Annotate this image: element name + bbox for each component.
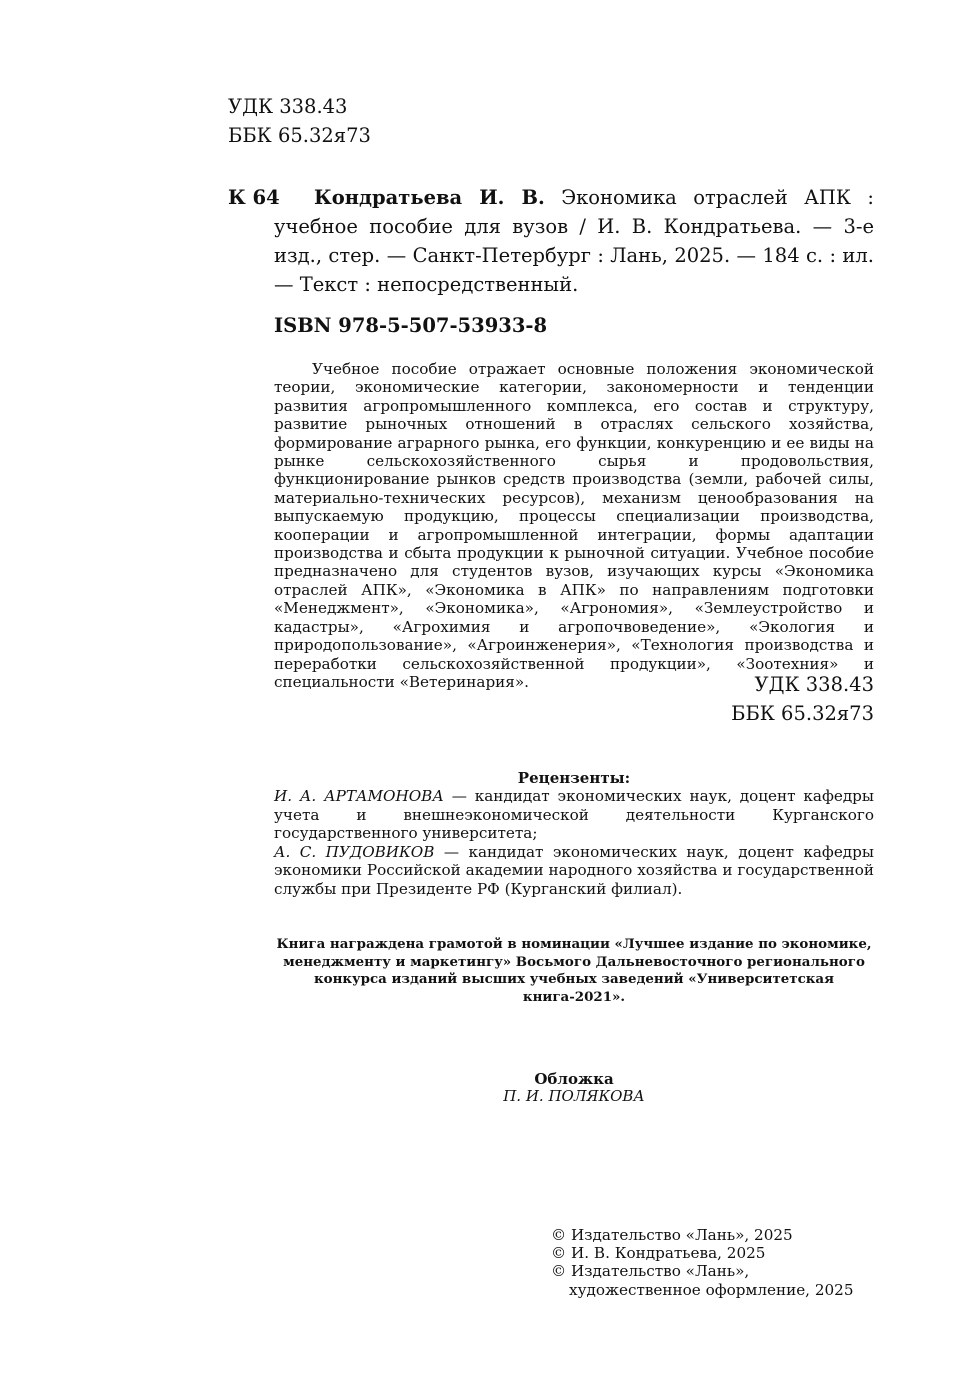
classification-block [731,670,874,728]
copyright-line: © Издательство «Лань», 2025 [551,1226,793,1244]
award-notice [274,936,874,1006]
reviewers-list [274,787,874,898]
copyright-line: художественное оформление, 2025 [569,1280,854,1299]
bibliographic-record [274,183,874,299]
cover-designer: П. И. ПОЛЯКОВА [503,1087,645,1105]
reviewer-item [274,787,874,843]
cover-label: Обложка [534,1070,614,1088]
award-line: менеджменту и маркетингу» Восьмого Дальневосточного регионального [283,953,865,970]
reviewer-description: — кандидат экономических наук, доцент кафедры экономики Российской академии народного хозяйства и государственной службы при Президенте РФ (Курганский филиал). [274,842,874,898]
copyright-line: © И. В. Кондратьева, 2025 [551,1244,766,1263]
reviewers-title: Рецензенты: [517,769,631,787]
copyright-line: © Издательство «Лань», [551,1262,750,1281]
header-udk: УДК 338.43 [228,95,348,118]
award-line: Книга награждена грамотой в номинации «Лучшее издание по экономике, [276,936,872,952]
abstract: Учебное пособие отражает основные положения экономической теории, экономические категории, закономерности и тенденции развития агропромышленного комплекса, его состав и структуру, развитие рыночных отношений в отраслях сельского хозяйства, формирование аграрного рынка, его функции, конкуренцию и ее виды на рынке сельскохозяйственного сырья и продовольствия, функционирование рынков средств производства (земли, рабочей силы, материально-технических ресурсов), механизм ценообразования на выпускаемую продукцию, процессы специализации производства, кооперации и агропромышленной интеграции, формы адаптации производства и сбыта продукции к рыночной ситуации. Учебное пособие предназначено для студентов вузов, изучающих курсы «Экономика отраслей АПК», «Экономика в АПК» по направлениям подготовки «Менеджмент», «Экономика», «Агрономия», «Землеустройство и кадастры», «Агрохимия и агропочвоведение», «Экология и природопользование», «Агроинженерия», «Технология производства и переработки сельскохозяйственной продукции», «Зоотехния» и специальности «Ветеринария». [274,360,874,691]
bibliography-author: Кондратьева И. В. [314,186,545,209]
award-line: конкурса изданий высших учебных заведений «Университетская книга-2021». [313,971,834,1005]
header-bbk: ББК 65.32я73 [228,124,371,147]
reviewer-item [274,843,874,899]
reviewer-name: И. А. АРТАМОНОВА [274,787,444,805]
isbn: ISBN 978-5-507-53933-8 [274,314,548,337]
classification-udk: УДК 338.43 [754,673,874,696]
author-mark: К 64 [228,186,280,209]
reviewer-description: — кандидат экономических наук, доцент кафедры учета и внешнеэкономической деятельности Курганского государственного университета; [274,787,874,842]
header-classification [228,92,371,150]
reviewer-name: А. С. ПУДОВИКОВ [274,842,435,861]
copyright-block [551,1226,854,1299]
classification-bbk: ББК 65.32я73 [731,702,874,725]
bibliography-text: Экономика отраслей АПК : учебное пособие для вузов / И. В. Кондратьева. — 3-е изд., стер. — Санкт-Петербург : Лань, 2025. — 184 с. : ил. — Текст : непосредственный. [274,186,875,296]
